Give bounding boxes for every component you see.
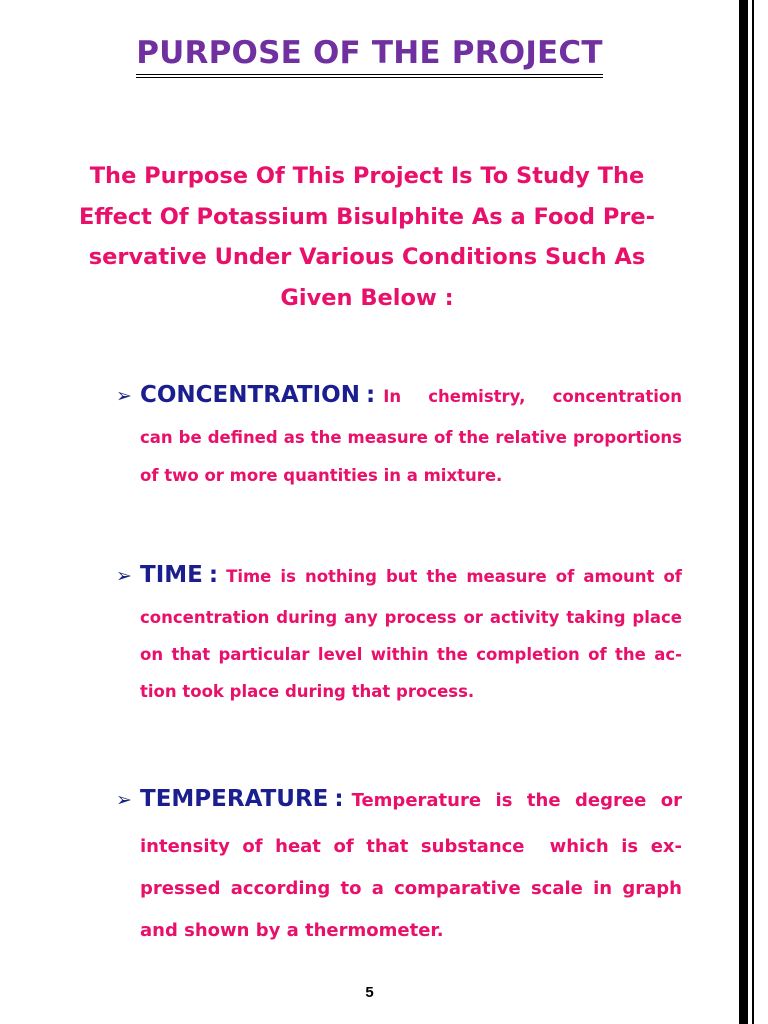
page-border-thick: [739, 0, 748, 1024]
section-definition-line: on that particular level within the completion of the ac-: [140, 645, 682, 664]
section-definition-line: can be defined as the measure of the relative proportions: [140, 428, 682, 447]
section-definition-line: concentration during any process or activity taking place: [140, 608, 682, 627]
intro-line: The Purpose Of This Project Is To Study The: [89, 163, 645, 189]
section-temperature: [116, 786, 682, 962]
page-title-container: [0, 34, 739, 78]
section-concentration: [116, 382, 682, 504]
section-definition-line: intensity of heat of that substance which is ex-: [140, 836, 682, 857]
section-time: [116, 562, 682, 719]
page-title: PURPOSE OF THE PROJECT: [136, 34, 602, 78]
intro-line: Effect Of Potassium Bisulphite As a Food Pre-: [78, 203, 656, 230]
section-heading-row: [116, 562, 682, 598]
section-heading-row: [116, 382, 682, 418]
intro-paragraph: [52, 156, 682, 318]
section-term: CONCENTRATION: [140, 382, 360, 408]
section-definition-line: of two or more quantities in a mixture.: [140, 466, 503, 485]
section-definition-start: In chemistry, concentration: [383, 387, 682, 406]
section-definition-line: pressed according to a comparative scale in graph: [140, 878, 682, 899]
section-colon: :: [334, 786, 344, 812]
page-border-thin: [752, 0, 754, 1024]
section-colon: :: [365, 382, 376, 408]
intro-line: servative Under Various Conditions Such As: [88, 244, 646, 270]
section-term: TIME: [140, 562, 203, 588]
arrow-bullet-icon: ➢: [116, 385, 132, 407]
section-definition-start: Temperature is the degree or: [351, 790, 682, 811]
section-colon: :: [208, 562, 219, 588]
arrow-bullet-icon: ➢: [116, 789, 132, 811]
intro-line: Given Below :: [280, 284, 454, 311]
section-definition-line: and shown by a thermometer.: [140, 920, 444, 941]
section-heading-row: [116, 786, 682, 822]
section-definition-line: tion took place during that process.: [140, 682, 475, 701]
page-number: 5: [365, 984, 374, 1001]
arrow-bullet-icon: ➢: [116, 565, 132, 587]
section-definition-start: Time is nothing but the measure of amount of: [226, 567, 682, 586]
section-term: TEMPERATURE: [140, 786, 329, 812]
